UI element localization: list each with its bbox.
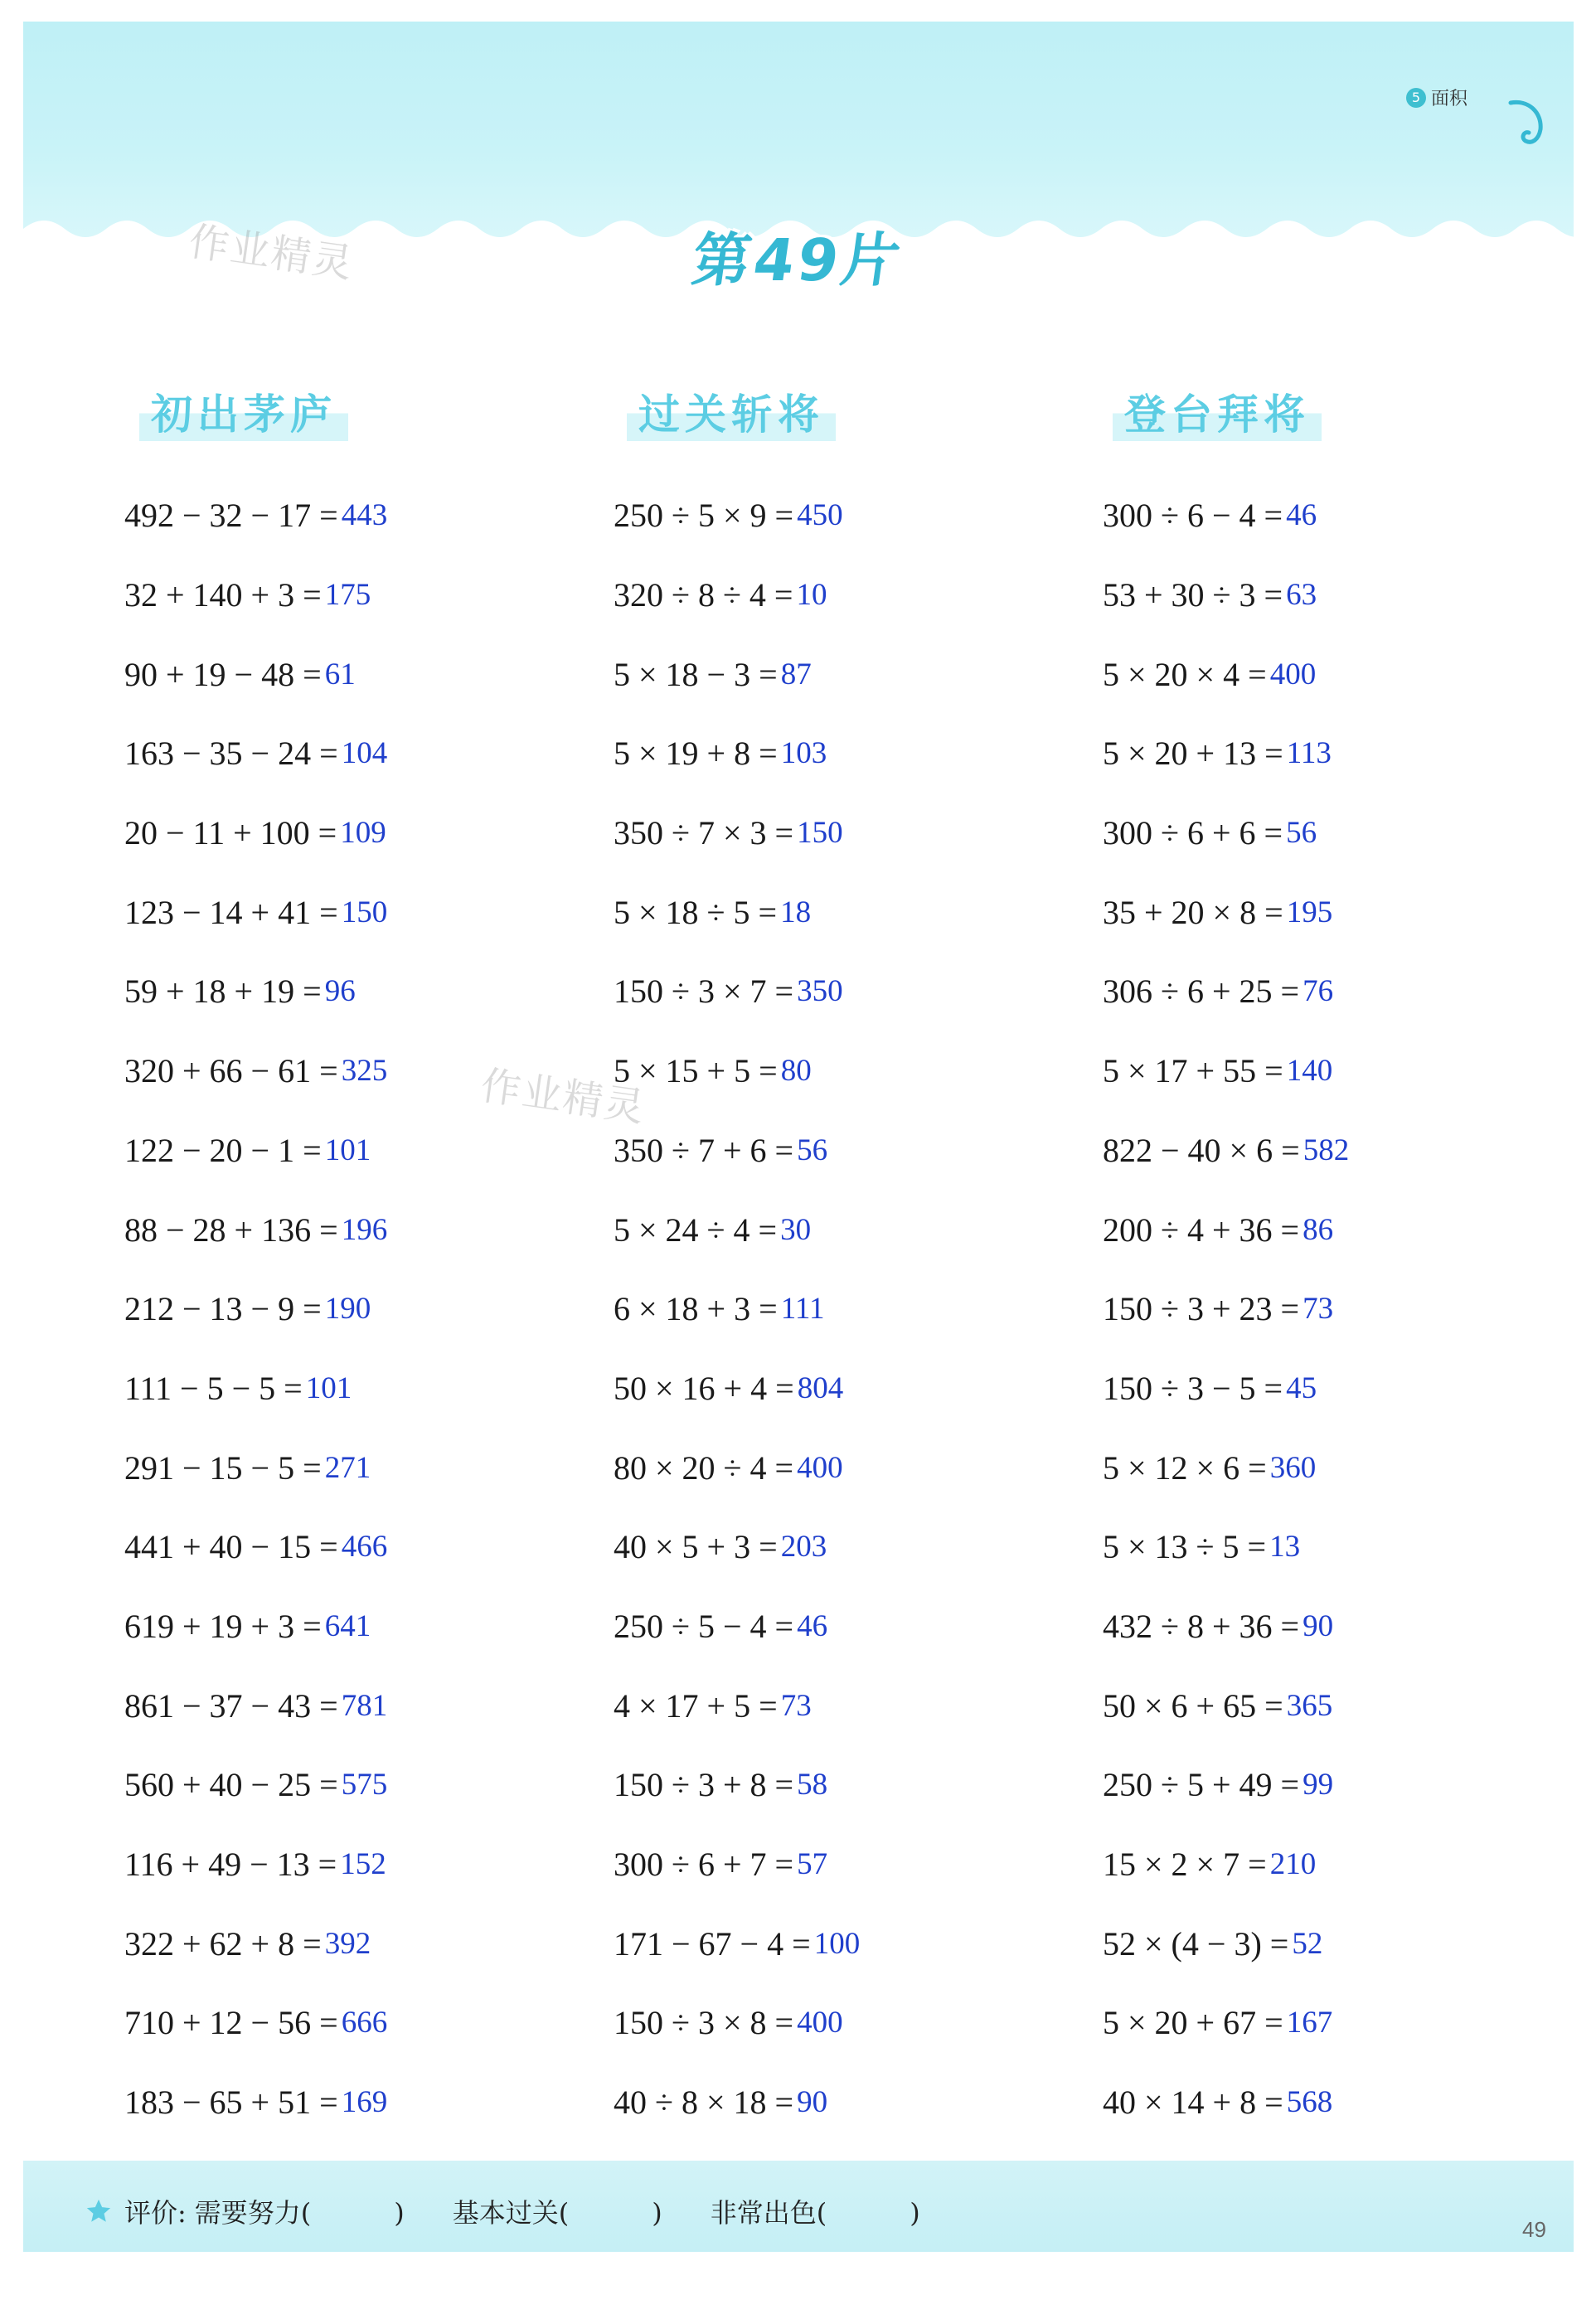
- problem-expression: 171 − 67 − 4 =: [614, 1924, 811, 1962]
- problem-expression: 5 × 20 × 4 =: [1103, 655, 1267, 693]
- problem-row: [1103, 1428, 1349, 1507]
- section-heading-1: 初出茅庐: [139, 380, 348, 441]
- problem-row: [1103, 1269, 1349, 1349]
- problem-row: [124, 872, 387, 952]
- problem-answer: 190: [324, 1292, 371, 1327]
- problem-answer: 61: [324, 657, 356, 691]
- watermark: 作业精灵: [186, 218, 357, 288]
- problem-expression: 861 − 37 − 43 =: [124, 1686, 338, 1725]
- problem-expression: 150 ÷ 3 + 23 =: [1103, 1290, 1300, 1328]
- problem-row: [614, 1983, 860, 2063]
- problem-expression: 300 ÷ 6 + 6 =: [1103, 814, 1283, 852]
- problem-answer: 80: [780, 1054, 812, 1089]
- problem-answer: 13: [1269, 1530, 1301, 1565]
- problem-expression: 350 ÷ 7 × 3 =: [614, 814, 794, 852]
- problem-row: [1103, 1666, 1349, 1745]
- problem-expression: 15 × 2 × 7 =: [1103, 1846, 1267, 1884]
- problem-expression: 560 + 40 − 25 =: [124, 1766, 338, 1804]
- problem-expression: 200 ÷ 4 + 36 =: [1103, 1210, 1300, 1249]
- problem-expression: 122 − 20 − 1 =: [124, 1131, 322, 1169]
- problem-row: [1103, 1111, 1349, 1191]
- problem-expression: 212 − 13 − 9 =: [124, 1290, 322, 1328]
- problem-answer: 325: [341, 1054, 388, 1089]
- problem-row: [124, 1269, 387, 1349]
- problem-expression: 5 × 24 ÷ 4 =: [614, 1210, 778, 1249]
- problem-answer: 443: [341, 498, 388, 533]
- problem-answer: 111: [780, 1292, 825, 1327]
- problem-answer: 350: [797, 974, 843, 1009]
- problem-row: [124, 1666, 387, 1745]
- swirl-decoration-icon: [1504, 96, 1554, 154]
- problem-answer: 86: [1303, 1212, 1334, 1247]
- problem-answer: 73: [1303, 1292, 1334, 1327]
- problem-answer: 18: [780, 895, 812, 929]
- problem-expression: 5 × 18 ÷ 5 =: [614, 893, 778, 931]
- problem-row: [1103, 1983, 1349, 2063]
- problem-expression: 150 ÷ 3 + 8 =: [614, 1766, 794, 1804]
- problem-row: [124, 634, 387, 714]
- problem-row: [124, 555, 387, 635]
- problem-answer: 360: [1269, 1450, 1317, 1485]
- problem-row: [614, 1745, 860, 1825]
- problem-row: [124, 1111, 387, 1191]
- problem-answer: 781: [341, 1688, 388, 1723]
- problem-expression: 50 × 6 + 65 =: [1103, 1686, 1283, 1725]
- evaluation-bar: [85, 2192, 968, 2230]
- section-heading-2: 过关斩将: [627, 380, 836, 441]
- problem-answer: 400: [1269, 657, 1317, 691]
- problem-column-1: [124, 476, 387, 2142]
- problem-answer: 203: [780, 1530, 827, 1565]
- problem-column-2: [614, 476, 860, 2142]
- problem-expression: 250 ÷ 5 × 9 =: [614, 497, 794, 535]
- problem-answer: 90: [1303, 1608, 1334, 1643]
- problem-expression: 250 ÷ 5 + 49 =: [1103, 1766, 1300, 1804]
- problem-expression: 20 − 11 + 100 =: [124, 814, 337, 852]
- problem-answer: 109: [340, 816, 386, 851]
- problem-expression: 111 − 5 − 5 =: [124, 1369, 303, 1407]
- eval-option-basic-pass[interactable]: 基本过关( ): [452, 2197, 662, 2229]
- problem-expression: 52 × (4 − 3) =: [1103, 1924, 1289, 1962]
- problem-answer: 99: [1303, 1768, 1334, 1802]
- problem-answer: 56: [797, 1133, 828, 1167]
- problem-expression: 50 × 16 + 4 =: [614, 1369, 794, 1407]
- problem-row: [124, 793, 387, 873]
- problem-expression: 183 − 65 + 51 =: [124, 2084, 338, 2122]
- problem-answer: 10: [796, 578, 827, 613]
- problem-row: [1103, 872, 1349, 952]
- problem-answer: 152: [340, 1847, 386, 1882]
- eval-option-excellent[interactable]: 非常出色( ): [710, 2197, 920, 2229]
- problem-answer: 271: [324, 1450, 371, 1485]
- problem-row: [614, 714, 860, 793]
- problem-expression: 350 ÷ 7 + 6 =: [614, 1131, 794, 1169]
- problem-expression: 123 − 14 + 41 =: [124, 893, 338, 931]
- problem-row: [614, 634, 860, 714]
- problem-expression: 619 + 19 + 3 =: [124, 1607, 322, 1645]
- problem-answer: 45: [1286, 1371, 1317, 1405]
- problem-row: [124, 2063, 387, 2142]
- problem-expression: 291 − 15 − 5 =: [124, 1448, 322, 1487]
- problem-answer: 582: [1303, 1133, 1350, 1167]
- problem-answer: 365: [1286, 1688, 1333, 1723]
- problem-expression: 53 + 30 ÷ 3 =: [1103, 576, 1283, 614]
- problem-expression: 5 × 13 ÷ 5 =: [1103, 1528, 1267, 1566]
- problem-answer: 104: [341, 736, 388, 771]
- problem-answer: 175: [324, 578, 371, 613]
- problem-row: [1103, 952, 1349, 1031]
- problem-row: [124, 1349, 387, 1429]
- problem-row: [124, 1983, 387, 2063]
- problem-answer: 46: [797, 1608, 828, 1643]
- problem-answer: 666: [341, 2006, 388, 2040]
- problem-row: [1103, 1904, 1349, 1983]
- problem-expression: 5 × 17 + 55 =: [1103, 1052, 1283, 1090]
- problem-answer: 575: [341, 1768, 388, 1802]
- problem-answer: 392: [324, 1926, 371, 1961]
- problem-row: [124, 714, 387, 793]
- problem-answer: 100: [813, 1926, 861, 1961]
- problem-expression: 5 × 18 − 3 =: [614, 655, 778, 693]
- problem-row: [124, 1428, 387, 1507]
- problem-answer: 87: [780, 657, 812, 691]
- problem-column-3: [1103, 476, 1349, 2142]
- problem-answer: 96: [324, 974, 356, 1009]
- page-title: 第49片: [687, 226, 908, 294]
- header-band: [23, 22, 1574, 237]
- problem-answer: 56: [1286, 816, 1317, 851]
- problem-answer: 150: [341, 895, 388, 929]
- problem-expression: 320 + 66 − 61 =: [124, 1052, 338, 1090]
- problem-row: [1103, 1190, 1349, 1269]
- problem-expression: 150 ÷ 3 × 7 =: [614, 973, 794, 1011]
- problem-answer: 58: [797, 1768, 828, 1802]
- chapter-label: 面积: [1431, 89, 1468, 109]
- evaluation-label: 评价:: [124, 2197, 187, 2229]
- problem-row: [124, 1190, 387, 1269]
- problem-row: [1103, 1031, 1349, 1111]
- problem-expression: 441 + 40 − 15 =: [124, 1528, 338, 1566]
- chapter-number-badge: 5: [1406, 88, 1426, 108]
- problem-expression: 80 × 20 ÷ 4 =: [614, 1448, 794, 1487]
- problem-row: [614, 1666, 860, 1745]
- problem-answer: 150: [797, 816, 843, 851]
- problem-row: [614, 952, 860, 1031]
- star-icon: [85, 2197, 113, 2225]
- problem-row: [614, 1031, 860, 1111]
- problem-expression: 163 − 35 − 24 =: [124, 735, 338, 773]
- problem-row: [614, 476, 860, 555]
- problem-answer: 169: [341, 2085, 388, 2120]
- problem-row: [124, 952, 387, 1031]
- problem-answer: 73: [780, 1688, 812, 1723]
- problem-answer: 140: [1286, 1054, 1333, 1089]
- problem-expression: 322 + 62 + 8 =: [124, 1924, 322, 1962]
- problem-expression: 5 × 12 × 6 =: [1103, 1448, 1267, 1487]
- problem-row: [1103, 476, 1349, 555]
- problem-row: [1103, 1507, 1349, 1587]
- problem-answer: 195: [1286, 895, 1333, 929]
- problem-answer: 63: [1286, 578, 1317, 613]
- problem-expression: 5 × 15 + 5 =: [614, 1052, 778, 1090]
- problem-answer: 210: [1269, 1847, 1317, 1882]
- problem-expression: 116 + 49 − 13 =: [124, 1846, 337, 1884]
- workbook-page: [23, 22, 1574, 2297]
- section-heading-3: 登台拜将: [1113, 380, 1322, 441]
- problem-expression: 300 ÷ 6 − 4 =: [1103, 497, 1283, 535]
- problem-answer: 76: [1303, 974, 1334, 1009]
- problem-answer: 400: [797, 1450, 843, 1485]
- problem-answer: 103: [780, 736, 827, 771]
- problem-answer: 568: [1286, 2085, 1333, 2120]
- problem-answer: 101: [305, 1371, 352, 1405]
- problem-answer: 57: [797, 1847, 828, 1882]
- problem-expression: 150 ÷ 3 × 8 =: [614, 2004, 794, 2042]
- problem-row: [614, 1428, 860, 1507]
- problem-row: [614, 1111, 860, 1191]
- problem-expression: 320 ÷ 8 ÷ 4 =: [614, 576, 793, 614]
- problem-row: [1103, 634, 1349, 714]
- problem-row: [614, 1587, 860, 1666]
- problem-answer: 804: [797, 1371, 844, 1405]
- problem-expression: 710 + 12 − 56 =: [124, 2004, 338, 2042]
- problem-answer: 167: [1286, 2006, 1333, 2040]
- problem-row: [1103, 714, 1349, 793]
- problem-row: [1103, 1587, 1349, 1666]
- problem-answer: 450: [797, 498, 843, 533]
- problem-expression: 88 − 28 + 136 =: [124, 1210, 338, 1249]
- problem-expression: 90 + 19 − 48 =: [124, 655, 322, 693]
- problem-row: [124, 1904, 387, 1983]
- problem-expression: 5 × 19 + 8 =: [614, 735, 778, 773]
- problem-answer: 466: [341, 1530, 388, 1565]
- problem-expression: 150 ÷ 3 − 5 =: [1103, 1369, 1283, 1407]
- problem-expression: 35 + 20 × 8 =: [1103, 893, 1283, 931]
- problem-expression: 306 ÷ 6 + 25 =: [1103, 973, 1300, 1011]
- problem-row: [614, 2063, 860, 2142]
- problem-answer: 90: [797, 2085, 828, 2120]
- problem-row: [614, 872, 860, 952]
- problem-expression: 432 ÷ 8 + 36 =: [1103, 1607, 1300, 1645]
- problem-row: [614, 1349, 860, 1429]
- problem-expression: 5 × 20 + 67 =: [1103, 2004, 1283, 2042]
- problem-answer: 30: [780, 1212, 812, 1247]
- page-number: 49: [1522, 2217, 1546, 2242]
- problem-row: [1103, 1349, 1349, 1429]
- problem-expression: 300 ÷ 6 + 7 =: [614, 1846, 794, 1884]
- problem-answer: 46: [1286, 498, 1317, 533]
- problem-row: [1103, 555, 1349, 635]
- problem-row: [1103, 1825, 1349, 1904]
- problem-answer: 196: [341, 1212, 388, 1247]
- problem-expression: 822 − 40 × 6 =: [1103, 1131, 1300, 1169]
- problem-answer: 113: [1286, 736, 1332, 771]
- problem-row: [614, 1904, 860, 1983]
- problem-expression: 5 × 20 + 13 =: [1103, 735, 1283, 773]
- problem-row: [124, 1507, 387, 1587]
- problem-answer: 101: [324, 1133, 371, 1167]
- problem-row: [614, 1190, 860, 1269]
- problem-answer: 641: [324, 1608, 371, 1643]
- watermark: 作业精灵: [478, 1062, 649, 1132]
- problem-expression: 250 ÷ 5 − 4 =: [614, 1607, 794, 1645]
- problem-row: [1103, 793, 1349, 873]
- problem-row: [124, 1825, 387, 1904]
- problem-row: [614, 1269, 860, 1349]
- problem-row: [614, 555, 860, 635]
- chapter-tag: [1406, 85, 1467, 110]
- problem-expression: 40 × 14 + 8 =: [1103, 2084, 1283, 2122]
- problem-row: [614, 793, 860, 873]
- problem-expression: 40 ÷ 8 × 18 =: [614, 2084, 794, 2122]
- problem-answer: 52: [1292, 1926, 1323, 1961]
- problem-row: [614, 1825, 860, 1904]
- problem-row: [1103, 1745, 1349, 1825]
- problem-row: [1103, 2063, 1349, 2142]
- problem-expression: 4 × 17 + 5 =: [614, 1686, 778, 1725]
- problem-row: [124, 1587, 387, 1666]
- problem-expression: 59 + 18 + 19 =: [124, 973, 322, 1011]
- problem-row: [124, 1745, 387, 1825]
- problem-expression: 492 − 32 − 17 =: [124, 497, 338, 535]
- problem-row: [124, 476, 387, 555]
- problem-row: [124, 1031, 387, 1111]
- problem-answer: 400: [797, 2006, 843, 2040]
- problem-expression: 40 × 5 + 3 =: [614, 1528, 778, 1566]
- problem-expression: 32 + 140 + 3 =: [124, 576, 322, 614]
- problem-expression: 6 × 18 + 3 =: [614, 1290, 778, 1328]
- eval-option-needs-effort[interactable]: 需要努力( ): [194, 2197, 405, 2229]
- problem-row: [614, 1507, 860, 1587]
